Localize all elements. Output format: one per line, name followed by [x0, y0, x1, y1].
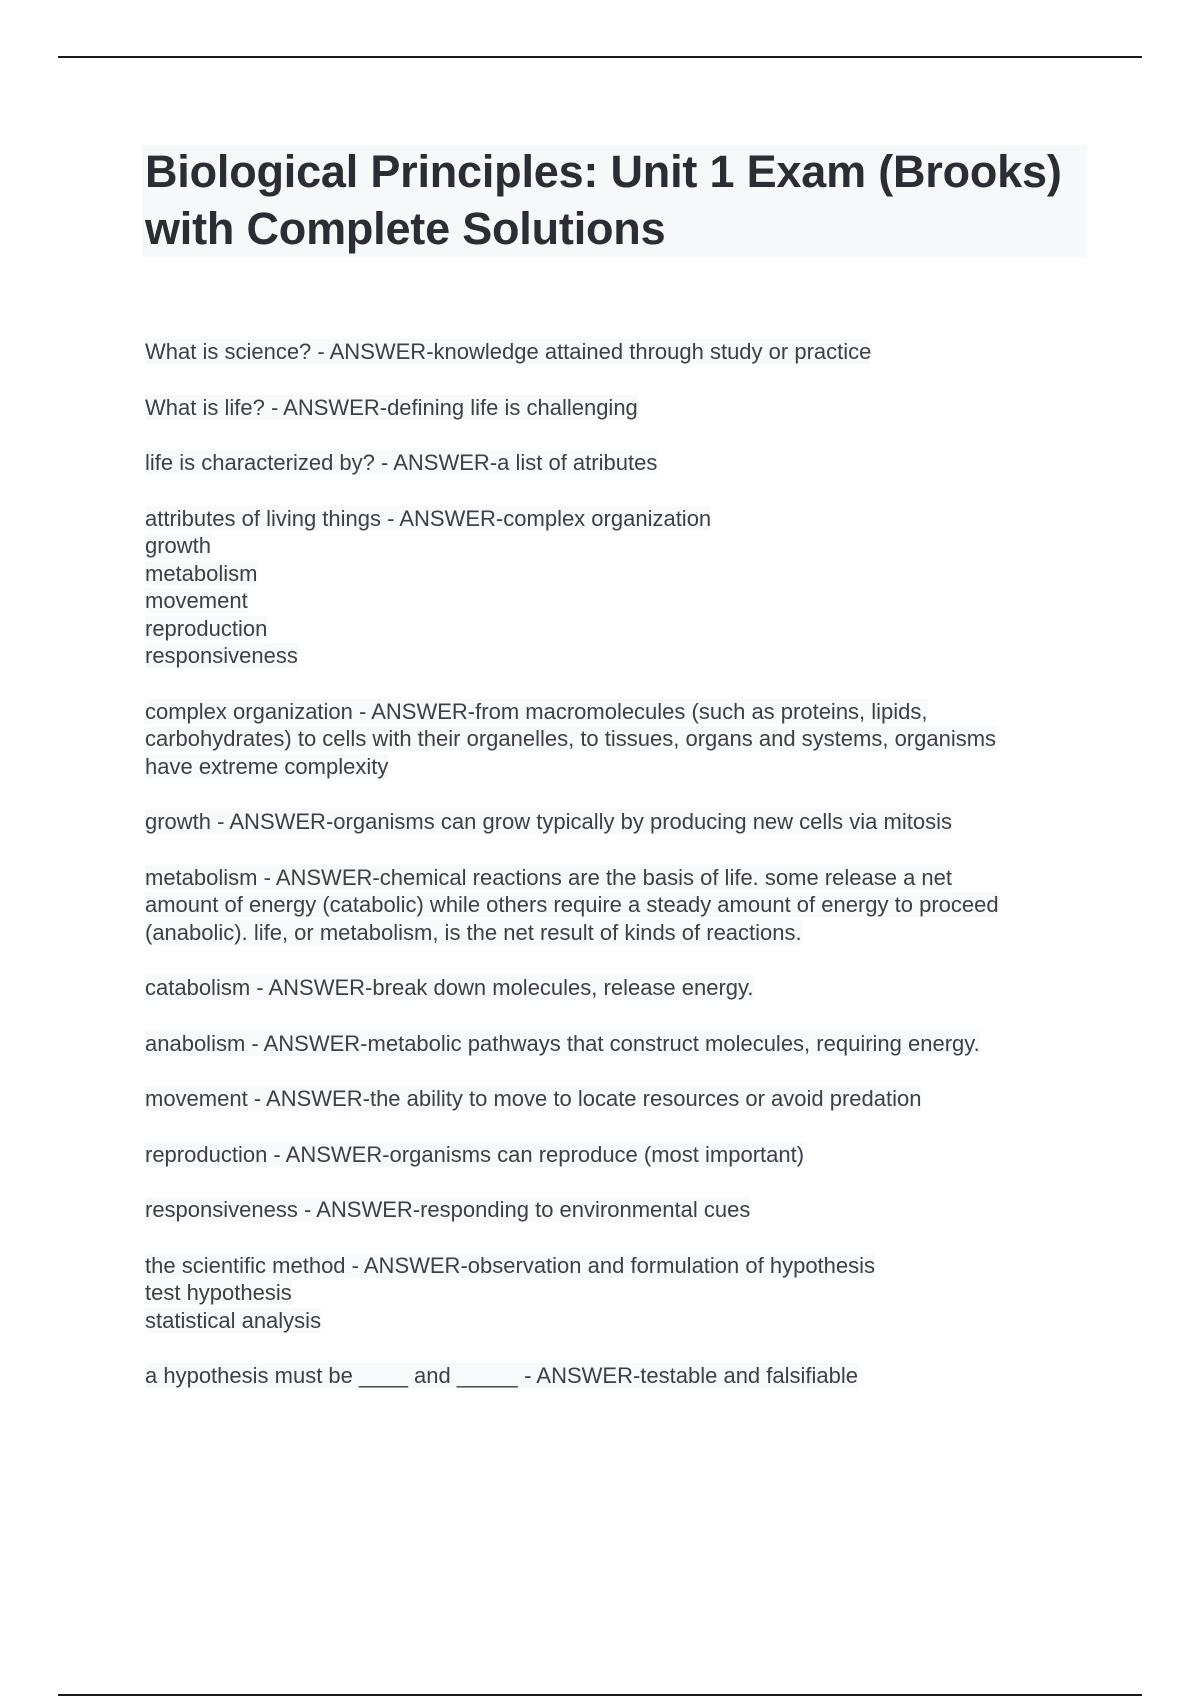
answer-text: a list of atributes [497, 450, 658, 475]
answer-separator: - ANSWER- [297, 1197, 421, 1222]
question-text: responsiveness [145, 1197, 298, 1222]
bottom-rule [58, 1694, 1142, 1696]
qa-item [145, 1252, 1085, 1335]
answer-separator: - ANSWER- [211, 809, 334, 834]
answer-text: complex organization growth metabolism movement reproduction responsiveness [145, 505, 712, 668]
answer-separator: - ANSWER- [381, 505, 504, 531]
qa-item [145, 1030, 1085, 1058]
question-text: anabolism [145, 1030, 246, 1056]
answer-separator: - ANSWER- [374, 450, 498, 475]
qa-item [145, 864, 1085, 947]
qa-list [145, 338, 1085, 1418]
qa-item [145, 808, 1085, 836]
answer-separator: - ANSWER- [352, 698, 476, 724]
answer-text: organisms can grow typically by producing new cells via mitosis [333, 809, 952, 834]
document-title: Biological Principles: Unit 1 Exam (Brooks) with Complete Solutions [145, 146, 1062, 254]
answer-text: chemical reactions are the basis of life. some release a net amount of energy (catabolic) while others require a steady amount of energy to proceed (anabolic). life, or metabolism, is the net result of kinds of reactions. [145, 864, 999, 945]
question-text: complex organization [145, 698, 353, 724]
qa-item [145, 1141, 1085, 1169]
answer-text: from macromolecules (such as proteins, lipids, carbohydrates) to cells with their organelles, to tissues, organs and systems, organisms have extreme complexity [145, 698, 997, 779]
answer-separator: - ANSWER- [257, 864, 380, 890]
question-text: catabolism [145, 975, 251, 1000]
answer-text: responding to environmental cues [420, 1197, 751, 1222]
answer-text: the ability to move to locate resources or avoid predation [369, 1086, 922, 1111]
qa-item [145, 974, 1085, 1002]
answer-text: metabolic pathways that construct molecules, requiring energy. [367, 1030, 980, 1056]
answer-separator: - ANSWER- [518, 1363, 641, 1388]
question-text: movement [145, 1086, 248, 1111]
answer-separator: - ANSWER- [345, 1252, 468, 1278]
question-text: attributes of living things [145, 505, 382, 531]
answer-text: break down molecules, release energy. [372, 975, 754, 1000]
qa-item [145, 698, 1085, 781]
question-text: What is science? [145, 339, 312, 364]
answer-separator: - ANSWER- [311, 339, 434, 364]
question-text: growth [145, 809, 212, 834]
answer-text: defining life is challenging [387, 394, 638, 420]
question-text: the scientific method [145, 1252, 346, 1278]
qa-item [145, 1085, 1085, 1113]
answer-separator: - ANSWER- [267, 1141, 390, 1167]
qa-item [145, 394, 1085, 422]
answer-text: organisms can reproduce (most important) [389, 1141, 805, 1167]
answer-text: observation and formulation of hypothesis test hypothesis statistical analysis [145, 1252, 876, 1333]
answer-text: testable and falsifiable [640, 1363, 858, 1388]
question-text: life is characterized by? [145, 450, 375, 475]
qa-item [145, 1362, 1085, 1390]
qa-item [145, 338, 1085, 366]
question-text: a hypothesis must be ____ and _____ [145, 1363, 519, 1388]
question-text: metabolism [145, 864, 258, 890]
answer-separator: - ANSWER- [250, 975, 373, 1000]
qa-item [145, 449, 1085, 477]
qa-item [145, 505, 1085, 670]
qa-item [145, 1196, 1085, 1224]
question-text: What is life? [145, 394, 265, 420]
answer-separator: - ANSWER- [247, 1086, 370, 1111]
question-text: reproduction [145, 1141, 268, 1167]
answer-text: knowledge attained through study or practice [433, 339, 872, 364]
top-rule [58, 56, 1142, 58]
answer-separator: - ANSWER- [245, 1030, 368, 1056]
answer-separator: - ANSWER- [264, 394, 388, 420]
